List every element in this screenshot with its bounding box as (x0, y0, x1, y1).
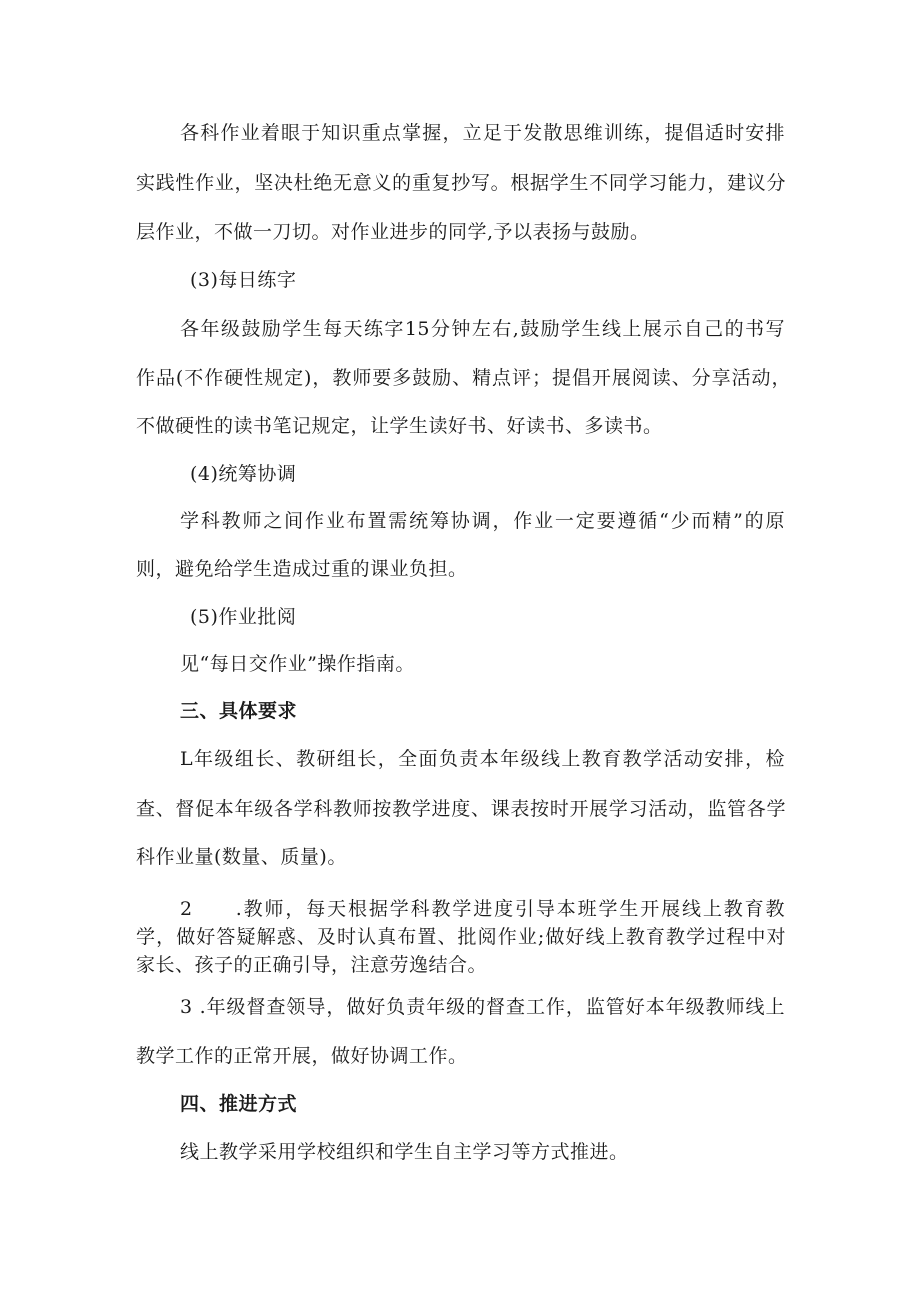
paragraph-line: 层作业，不做一刀切。对作业进步的同学,予以表扬与鼓励。 (136, 221, 650, 243)
paragraph-line: 作品(不作硬性规定)，教师要多鼓励、精点评；提倡开展阅读、分享活动， (136, 367, 791, 389)
paragraph-line: 则，避免给学生造成过重的课业负担。 (136, 558, 468, 580)
paragraph-line: 实践性作业，坚决杜绝无意义的重复抄写。根据学生不同学习能力，建议分 (136, 172, 786, 194)
subheading-3: (3)每日练字 (190, 269, 297, 291)
section-heading-3: 三、具体要求 (180, 700, 298, 722)
paragraph-line: 线上教学采用学校组织和学生自主学习等方式推进。 (180, 1141, 629, 1163)
paragraph-line: 各年级鼓励学生每天练字15分钟左右,鼓励学生线上展示自己的书写 (180, 318, 785, 340)
paragraph-line: 3 .年级督查领导，做好负责年级的督查工作，监管好本年级教师线上 (180, 996, 785, 1018)
paragraph-line: 不做硬性的读书笔记规定，让学生读好书、好读书、多读书。 (136, 415, 663, 437)
paragraph-line: 学科教师之间作业布置需统筹协调，作业一定要遵循“少而精”的原 (180, 510, 785, 532)
paragraph-line: 查、督促本年级各学科教师按教学进度、课表按时开展学习活动，监管各学 (136, 798, 786, 820)
paragraph-line: 2 .教师，每天根据学科教学进度引导本班学生开展线上教育教 (180, 898, 785, 920)
paragraph-line: 科作业量(数量、质量)。 (136, 846, 347, 868)
paragraph-line: 学，做好答疑解惑、及时认真布置、批阅作业;做好线上教育教学过程中对 (136, 926, 786, 948)
paragraph-line: 家长、孩子的正确引导，注意劳逸结合。 (136, 954, 488, 976)
paragraph-line: L年级组长、教研组长，全面负责本年级线上教育教学活动安排，检 (180, 748, 785, 770)
paragraph-line: 教学工作的正常开展，做好协调工作。 (136, 1045, 468, 1067)
paragraph-line: 各科作业着眼于知识重点掌握，立足于发散思维训练，提倡适时安排 (180, 122, 785, 144)
subheading-4: (4)统筹协调 (190, 463, 297, 485)
section-heading-4: 四、推进方式 (180, 1093, 298, 1115)
paragraph-line: 见“每日交作业”操作指南。 (180, 653, 415, 675)
subheading-5: (5)作业批阅 (190, 606, 297, 628)
